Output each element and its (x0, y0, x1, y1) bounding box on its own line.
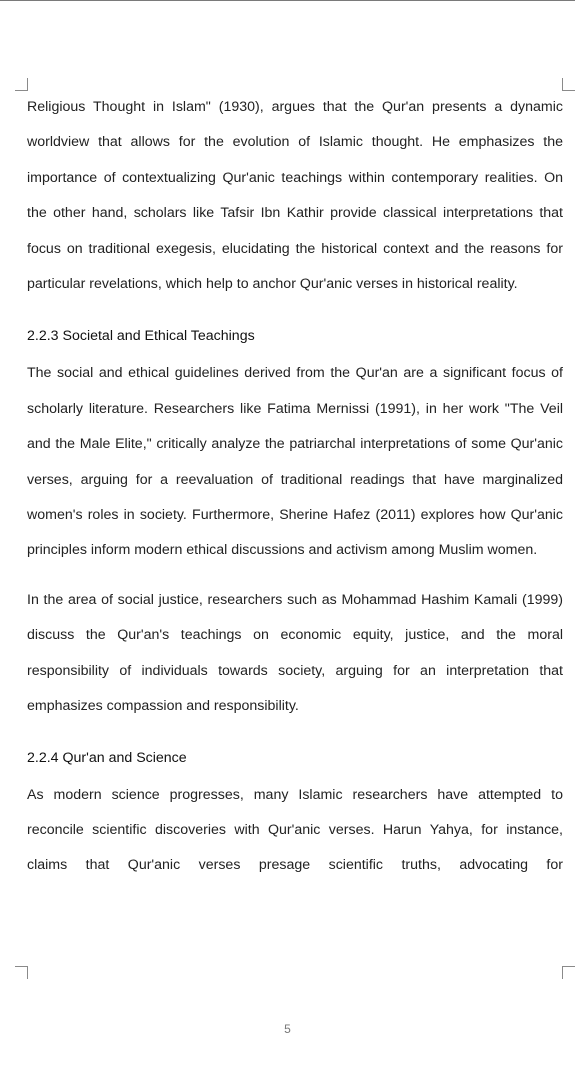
paragraph-1: Religious Thought in Islam" (1930), argues that the Qur'an presents a dynamic worldview that allows for the evolution of Islamic thought. He emphasizes the importance of contextualizing Qur'anic teachings within contemporary realities. On the other hand, scholars like Tafsir Ibn Kathir provide classical interpretations that focus on traditional exegesis, elucidating the historical context and the reasons for particular revelations, which help to anchor Qur'anic verses in historical reality. (27, 99, 563, 293)
page-number: 5 (284, 1022, 291, 1036)
paragraph-3: In the area of social justice, researchers such as Mohammad Hashim Kamali (1999) discuss the Qur'an's teachings on economic equity, justice, and the moral responsibility of individuals towards society, arguing for an interpretation that emphasizes compassion and responsibility. (27, 591, 563, 715)
section-heading-2-2-4: 2.2.4 Qur'an and Science (27, 749, 187, 766)
top-divider (0, 0, 575, 1)
section-heading-2-2-3: 2.2.3 Societal and Ethical Teachings (27, 328, 255, 345)
crop-mark-top-right (562, 78, 575, 91)
document-page (27, 90, 563, 884)
crop-mark-bottom-left (15, 966, 28, 979)
crop-mark-bottom-right (562, 966, 575, 979)
paragraph-2: The social and ethical guidelines derived from the Qur'an are a significant focus of scholarly literature. Researchers like Fatima Mernissi (1991), in her work "The Veil and the Male Elite," critically analyze the patriarchal interpretations of some Qur'anic verses, arguing for a reevaluation of traditional readings that have marginalized women's roles in society. Furthermore, Sherine Hafez (2011) explores how Qur'anic principles inform modern ethical discussions and activism among Muslim women. (27, 365, 563, 559)
paragraph-4: As modern science progresses, many Islamic researchers have attempted to reconcile scientific discoveries with Qur'anic verses. Harun Yahya, for instance, claims that Qur'anic verses presage scientific truths, advocating for (27, 786, 563, 874)
